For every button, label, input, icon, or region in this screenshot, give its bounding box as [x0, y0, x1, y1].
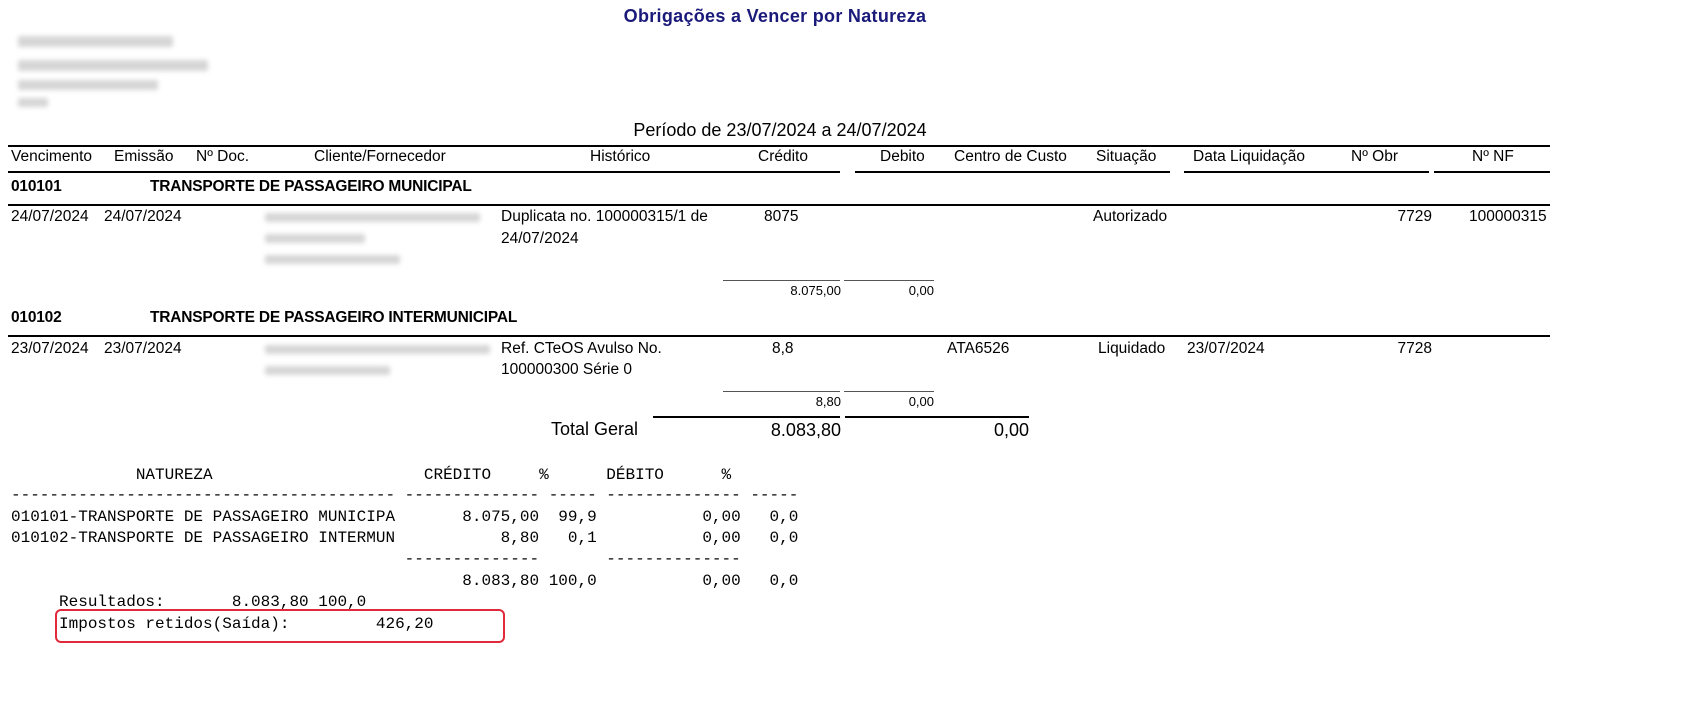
total-rule — [653, 416, 840, 418]
row-n-nf: 100000315 — [1469, 208, 1547, 225]
row-emissao: 24/07/2024 — [104, 208, 182, 225]
report-period: Período de 23/07/2024 a 24/07/2024 — [633, 120, 927, 140]
highlight-box — [55, 609, 505, 643]
subtotal-rule — [844, 280, 934, 281]
col-centro-custo: Centro de Custo — [954, 148, 1067, 165]
total-credito: 8.083,80 — [770, 420, 841, 440]
col-historico: Histórico — [590, 148, 651, 165]
col-debito: Debito — [880, 148, 925, 165]
summary-resultados: Resultados: 8.083,80 100,0 — [11, 593, 367, 611]
col-data-liquidacao: Data Liquidação — [1193, 148, 1306, 165]
header-bottom-rule — [1184, 171, 1429, 173]
summary-header: NATUREZA CRÉDITO % DÉBITO % — [11, 466, 732, 484]
row-historico-line1: Ref. CTeOS Avulso No. — [501, 340, 662, 357]
col-n-obr: Nº Obr — [1351, 148, 1398, 165]
row-data-liquidacao: 23/07/2024 — [1187, 340, 1265, 357]
row-historico-line2: 24/07/2024 — [501, 230, 579, 247]
row-n-obr: 7729 — [1397, 208, 1432, 225]
summary-impostos-retidos: Impostos retidos(Saída): 426,20 — [11, 615, 434, 633]
row-situacao: Autorizado — [1093, 208, 1168, 225]
subtotal-rule — [723, 280, 840, 281]
col-credito: Crédito — [758, 148, 808, 165]
report-title: Obrigações a Vencer por Natureza — [623, 6, 927, 26]
total-rule — [845, 416, 1029, 418]
header-bottom-rule — [8, 171, 840, 173]
group-rule — [8, 204, 1550, 206]
group-code: 010102 — [11, 309, 62, 326]
total-label: Total Geral — [551, 419, 639, 439]
col-vencimento: Vencimento — [11, 148, 92, 165]
row-historico-line1: Duplicata no. 100000315/1 de — [501, 208, 708, 225]
row-historico-line2: 100000300 Série 0 — [501, 361, 633, 378]
row-credito: 8075 — [764, 208, 799, 225]
group-code: 010101 — [11, 178, 62, 195]
row-vencimento: 23/07/2024 — [11, 340, 89, 357]
header-top-rule — [8, 145, 1550, 147]
col-cliente: Cliente/Fornecedor — [314, 148, 446, 165]
header-bottom-rule — [855, 171, 1170, 173]
subtotal-debito: 0,00 — [908, 283, 934, 298]
subtotal-debito: 0,00 — [908, 394, 934, 409]
total-debito: 0,00 — [993, 420, 1029, 440]
row-situacao: Liquidado — [1098, 340, 1166, 357]
group-rule — [8, 335, 1550, 337]
summary-row: 010102-TRANSPORTE DE PASSAGEIRO INTERMUN 8,80 0,1 0,00 0,0 — [11, 529, 799, 547]
row-n-obr: 7728 — [1397, 340, 1432, 357]
group-name: TRANSPORTE DE PASSAGEIRO MUNICIPAL — [150, 178, 472, 195]
row-vencimento: 24/07/2024 — [11, 208, 89, 225]
summary-row: 010101-TRANSPORTE DE PASSAGEIRO MUNICIPA 8.075,00 99,9 0,00 0,0 — [11, 508, 799, 526]
row-credito: 8,8 — [772, 340, 794, 357]
col-n-nf: Nº NF — [1472, 148, 1514, 165]
row-centro-custo: ATA6526 — [947, 340, 1010, 357]
subtotal-credito: 8.075,00 — [790, 283, 841, 298]
subtotal-rule — [723, 391, 840, 392]
header-bottom-rule — [1434, 171, 1550, 173]
subtotal-rule — [844, 391, 934, 392]
summary-separator-2: -------------- -------------- — [11, 550, 741, 568]
summary-totals: 8.083,80 100,0 0,00 0,0 — [11, 572, 799, 590]
row-emissao: 23/07/2024 — [104, 340, 182, 357]
col-emissao: Emissão — [114, 148, 174, 165]
col-ndoc: Nº Doc. — [196, 148, 250, 165]
subtotal-credito: 8,80 — [815, 394, 841, 409]
group-name: TRANSPORTE DE PASSAGEIRO INTERMUNICIPAL — [150, 309, 518, 326]
col-situacao: Situação — [1096, 148, 1157, 165]
summary-separator: ---------------------------------------- -------------- ----- -------------- ----- — [11, 486, 799, 504]
